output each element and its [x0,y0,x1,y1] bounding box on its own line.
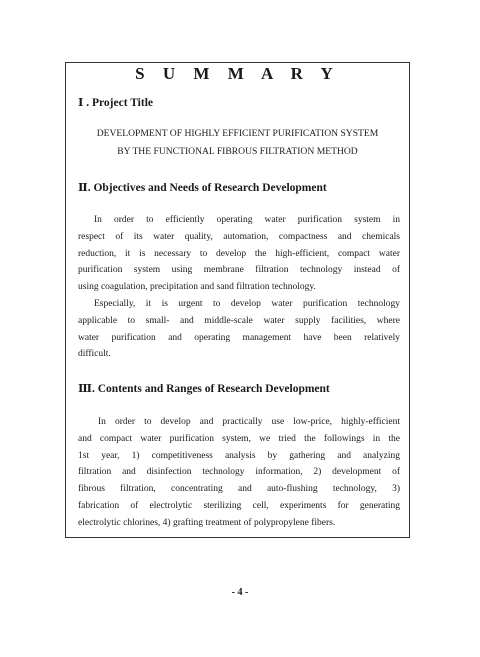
text-line: electrolytic chlorines, 4) grafting treatment of polypropylene fibers. [78,517,336,528]
text-line: applicable to small- and middle-scale water supply facilities, where [78,315,400,326]
text-line: Especially, it is urgent to develop water purification technology [94,299,400,309]
objectives-paragraph-2 [78,296,400,363]
text-line: difficult. [78,349,111,360]
summary-title: S U M M A R Y [135,64,340,83]
project-title-text [65,125,410,161]
page-number: - 4 - [231,587,249,598]
text-line: fabrication of electrolytic sterilizing cell, experiments for generating [78,500,400,511]
section-heading-contents: Ⅲ. Contents and Ranges of Research Development [78,383,330,395]
project-title-line: DEVELOPMENT OF HIGHLY EFFICIENT PURIFICATION SYSTEM [96,128,379,139]
objectives-paragraph-1 [78,212,400,296]
text-line: and compact water purification system, we tried the followings in the [78,433,400,444]
section-heading-project-title: Ⅰ . Project Title [78,97,153,109]
text-line: water purification and operating management have been relatively [78,332,400,343]
text-line: In order to develop and practically use low-price, highly-efficient [98,417,400,427]
text-line: reduction, it is necessary to develop the high-efficient, compact water [78,248,400,259]
text-line: respect of its water quality, automation, compactness and chemicals [78,231,400,242]
text-line: purification system using membrane filtration technology instead of [78,265,400,276]
project-title-line: BY THE FUNCTIONAL FIBROUS FILTRATION METHOD [117,146,358,157]
contents-paragraph [78,414,400,532]
text-line: In order to efficiently operating water purification system in [94,215,400,225]
text-line: fibrous filtration, concentrating and auto-flushing technology, 3) [78,484,400,495]
section-heading-objectives: Ⅱ. Objectives and Needs of Research Development [78,182,327,194]
text-line: using coagulation, precipitation and sand filtration technology. [78,282,316,293]
text-line: 1st year, 1) competitiveness analysis by gathering and analyzing [78,450,400,461]
text-line: filtration and disinfection technology information, 2) development of [78,467,400,478]
